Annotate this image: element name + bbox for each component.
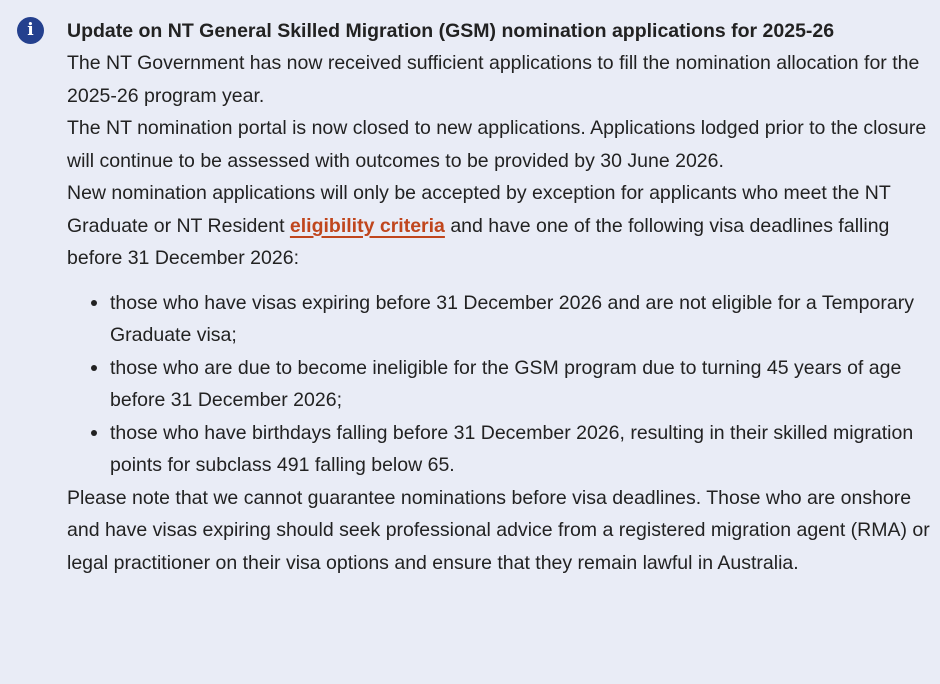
list-item: those who are due to become ineligible for the GSM program due to turning 45 years of age before 31 December 2026; bbox=[110, 352, 933, 417]
paragraph-guarantee-disclaimer: Please note that we cannot guarantee nominations before visa deadlines. Those who are onshore and have visas expiring should seek professional advice from a registered migration agent (RMA) or legal practitioner on their visa options and ensure that they remain lawful in Australia. bbox=[67, 486, 930, 574]
visa-deadline-criteria-list bbox=[67, 287, 933, 482]
paragraph-text-before-link: New nomination applications will only be accepted by exception for applicants who meet the NT Graduate or NT Resident bbox=[67, 182, 891, 237]
paragraph-allocation-filled: The NT Government has now received sufficient applications to fill the nomination allocation for the 2025-26 program year. bbox=[67, 52, 920, 107]
paragraph-portal-closed: The NT nomination portal is now closed to new applications. Applications lodged prior to the closure will continue to be assessed with outcomes to be provided by 30 June 2026. bbox=[67, 117, 927, 172]
paragraph-exception-criteria bbox=[67, 177, 933, 275]
notice-content bbox=[67, 15, 933, 579]
paragraph-text-after-link: and have one of the following visa deadlines falling before 31 December 2026: bbox=[67, 214, 890, 269]
eligibility-criteria-link[interactable]: eligibility criteria bbox=[289, 214, 445, 237]
list-item: those who have visas expiring before 31 December 2026 and are not eligible for a Temporary Graduate visa; bbox=[110, 287, 933, 352]
list-item: those who have birthdays falling before 31 December 2026, resulting in their skilled migration points for subclass 491 falling below 65. bbox=[110, 417, 933, 482]
info-icon: i bbox=[17, 17, 44, 44]
notice-title: Update on NT General Skilled Migration (GSM) nomination applications for 2025-26 bbox=[67, 20, 835, 42]
